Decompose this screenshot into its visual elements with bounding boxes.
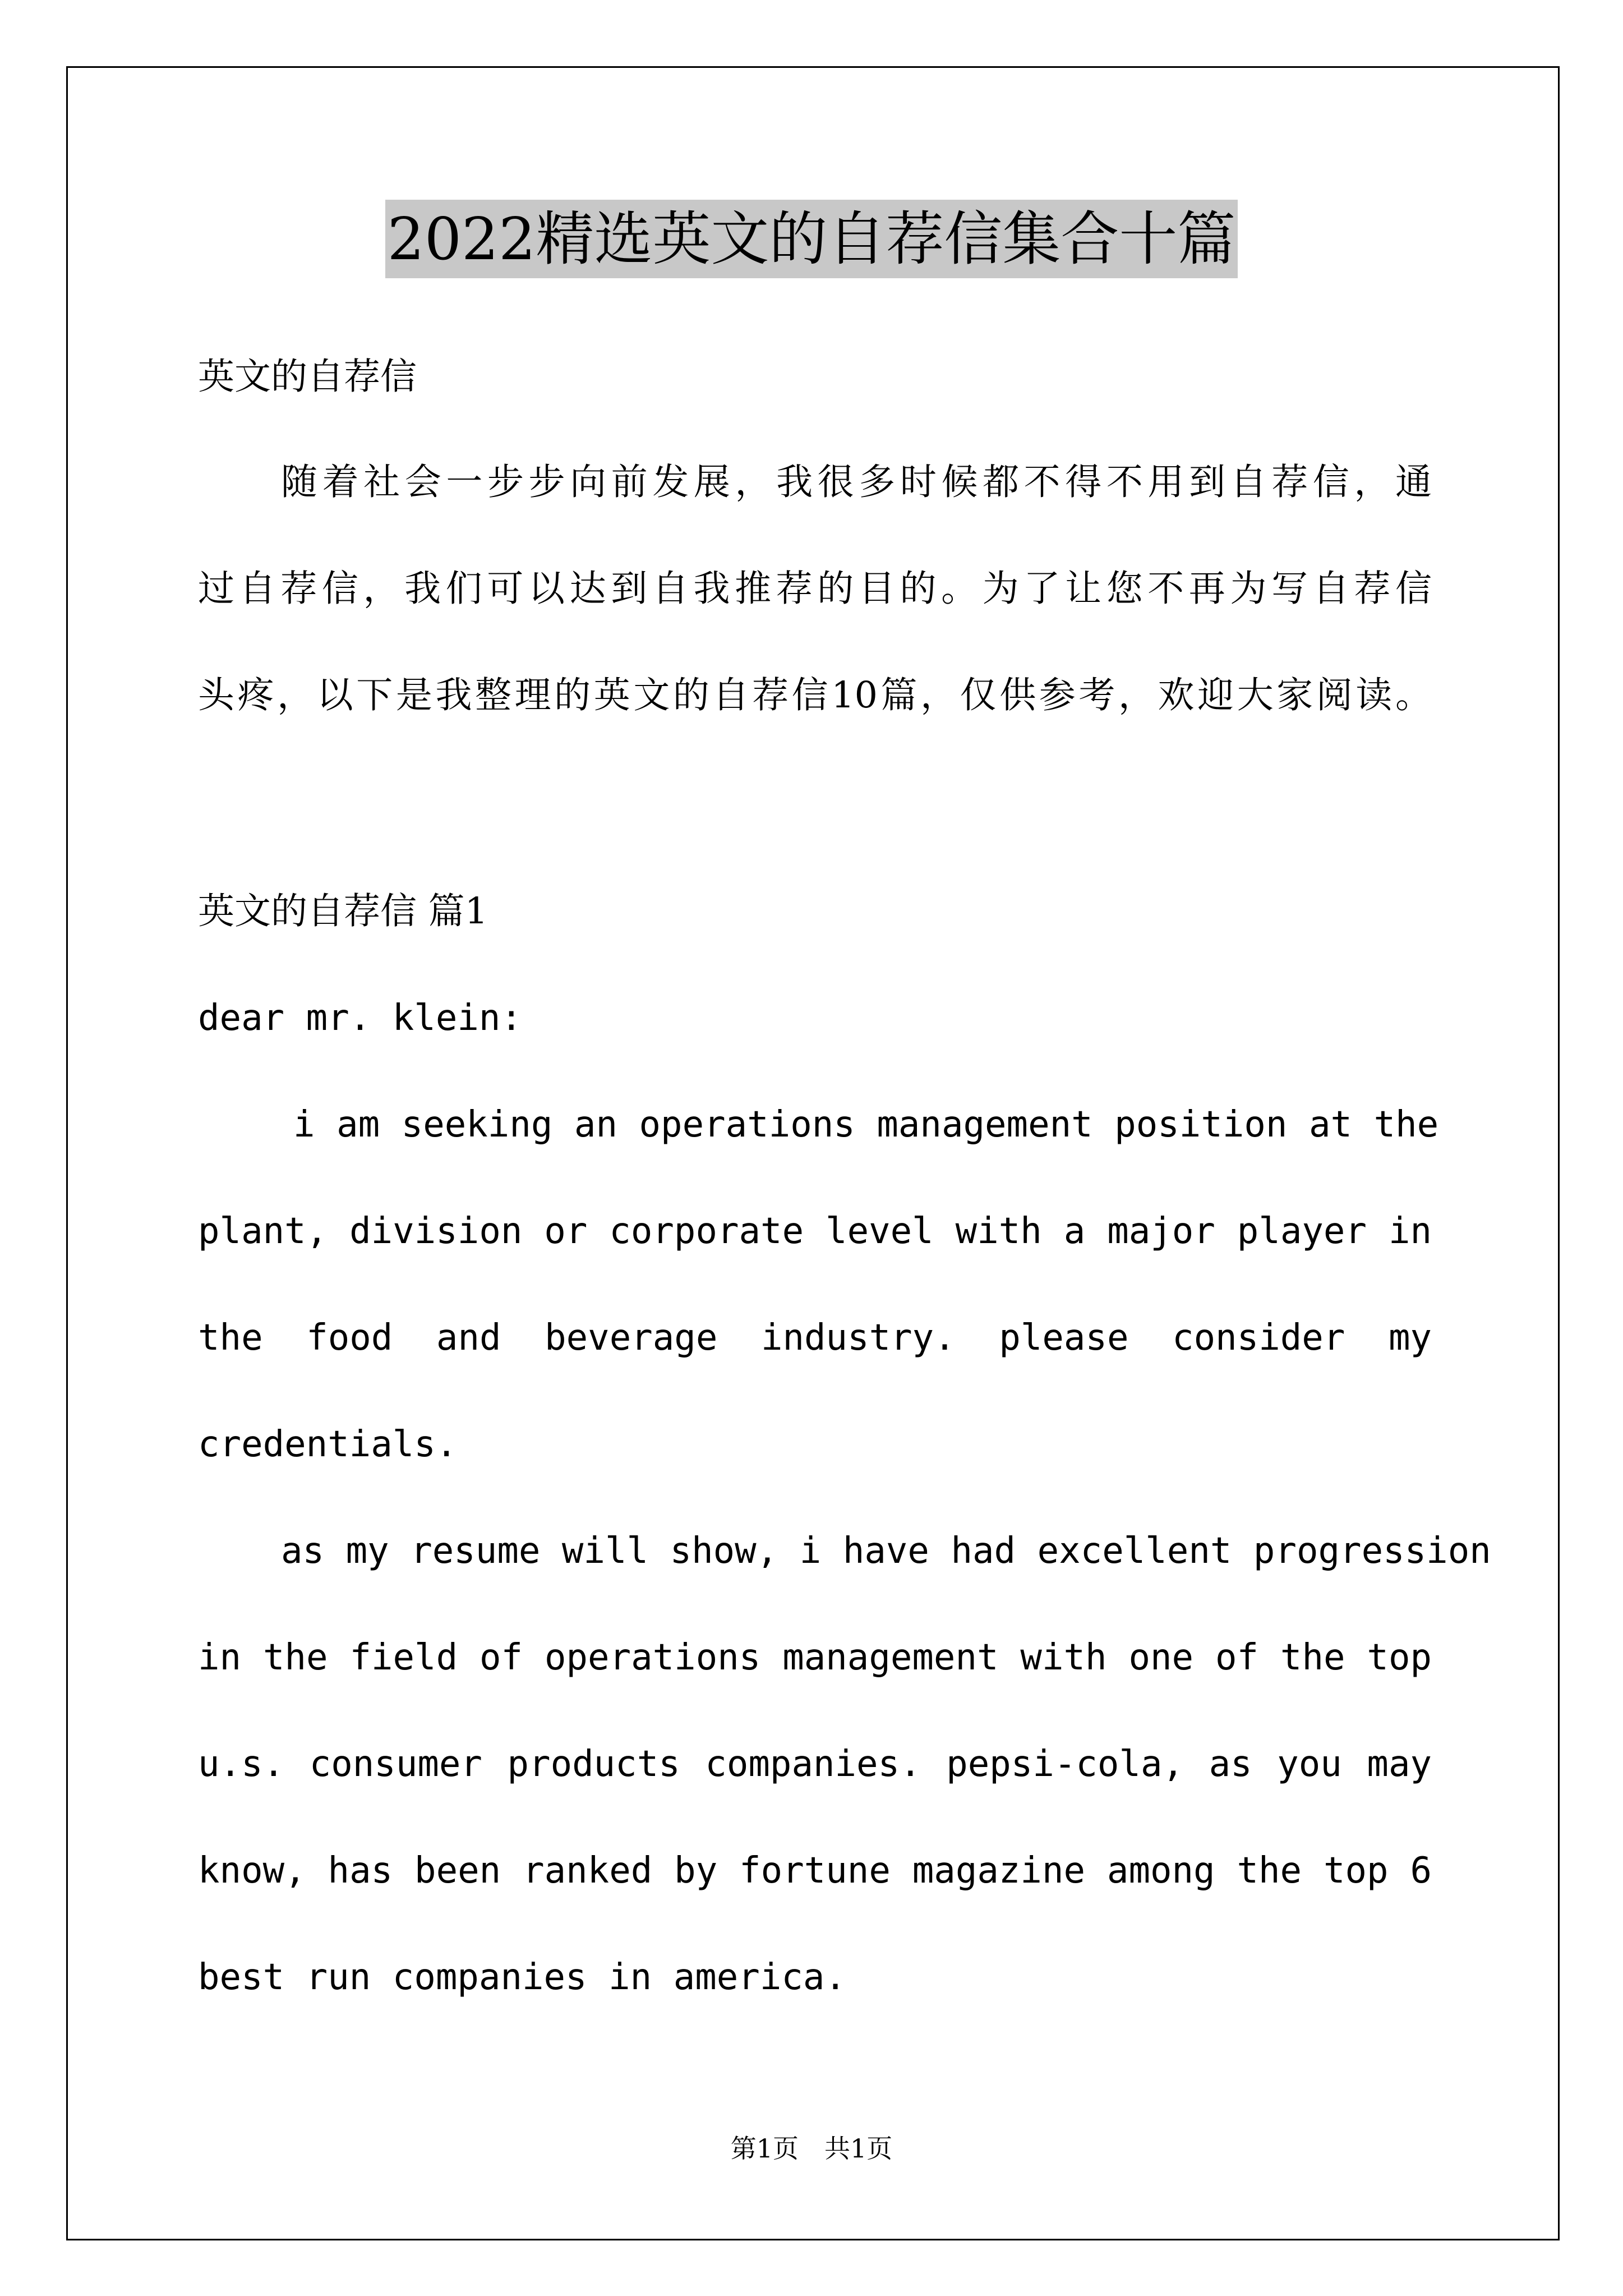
paragraph-line: best run companies in america. — [198, 1957, 846, 1998]
page-footer: 第1页 共1页 — [730, 2133, 893, 2164]
paragraph-line: as my resume will show, i have had excellent progression — [281, 1530, 1491, 1572]
intro-line: 过自荐信，我们可以达到自我推荐的目的。为了让您不再为写自荐信 — [198, 568, 1432, 610]
paragraph-line: credentials. — [198, 1424, 458, 1465]
document-title: 2022精选英文的自荐信集合十篇 — [385, 200, 1238, 278]
intro-line: 头疼，以下是我整理的英文的自荐信10篇，仅供参考，欢迎大家阅读。 — [198, 674, 1432, 716]
salutation: dear mr. klein: — [198, 997, 522, 1039]
paragraph-line: plant, division or corporate level with a major player in — [198, 1211, 1432, 1252]
paragraph-line: u.s. consumer products companies. pepsi-cola, as you may — [198, 1743, 1432, 1785]
paragraph-line: in the field of operations management with one of the top — [198, 1637, 1432, 1678]
intro-line: 随着社会一步步向前发展，我很多时候都不得不用到自荐信，通 — [281, 461, 1432, 503]
paragraph-line: i am seeking an operations management position at the — [293, 1104, 1439, 1145]
section-heading: 英文的自荐信 篇1 — [198, 890, 488, 932]
title-container — [0, 200, 1623, 278]
paragraph-line: know, has been ranked by fortune magazine among the top 6 — [198, 1850, 1432, 1892]
paragraph-line: the food and beverage industry. please consider my — [198, 1317, 1432, 1359]
intro-heading: 英文的自荐信 — [198, 356, 417, 398]
